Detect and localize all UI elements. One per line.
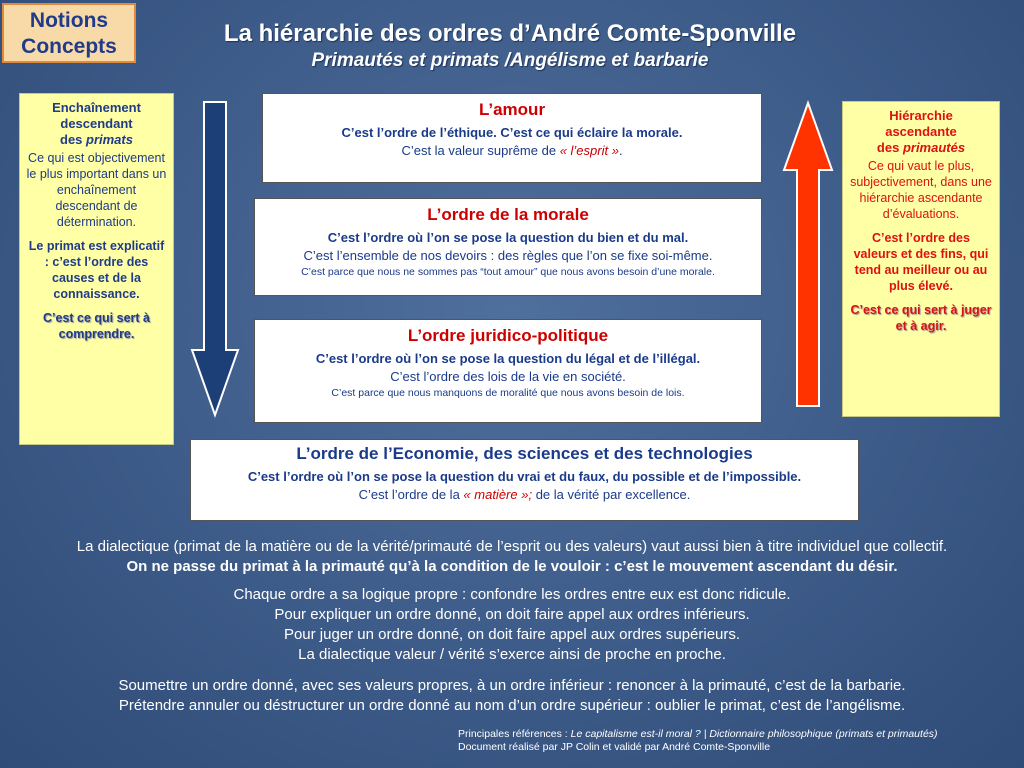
box-title: L’ordre de la morale bbox=[427, 205, 589, 224]
paragraph-logique bbox=[0, 585, 1024, 665]
box-line-2-post: de la vérité par excellence. bbox=[532, 487, 691, 502]
badge-line-2: Concepts bbox=[21, 35, 117, 58]
left-heading-3 bbox=[26, 132, 167, 148]
box-line-1: C’est l’ordre où l’on se pose la question du vrai et du faux, du possible et de l’impossible. bbox=[247, 469, 802, 484]
left-panel-bold-2: C’est ce qui sert à comprendre. bbox=[43, 311, 150, 341]
right-heading-3-pre: des bbox=[876, 140, 903, 155]
box-line-3: C’est parce que nous ne sommes pas “tout amour” que nous avons besoin d’une morale. bbox=[301, 266, 715, 278]
paragraph-2-line: Chaque ordre a sa logique propre : confondre les ordres entre eux est donc ridicule. bbox=[233, 586, 791, 603]
box-line-1: C’est l’ordre où l’on se pose la question du légal et de l’illégal. bbox=[315, 351, 701, 366]
up-arrow-icon bbox=[781, 100, 835, 410]
left-heading-3-em: primats bbox=[86, 132, 133, 147]
order-box-morale bbox=[254, 198, 762, 296]
box-line-2: C’est l’ensemble de nos devoirs : des règles que l’on se fixe soi-même. bbox=[303, 248, 713, 263]
paragraph-3-line: Prétendre annuler ou déstructurer un ordre donné au nom d’un ordre supérieur : oublier le primat, c’est de l’angélisme. bbox=[118, 697, 906, 714]
left-panel-bold: Le primat est explicatif : c’est l’ordre des causes et de la connaissance. bbox=[28, 239, 165, 301]
box-line-2 bbox=[191, 487, 858, 502]
box-line-2-em: « l’esprit » bbox=[559, 143, 619, 158]
box-line-2-post: . bbox=[618, 143, 623, 158]
right-heading-1: Hiérarchie bbox=[889, 108, 953, 123]
box-line-2 bbox=[263, 143, 761, 158]
right-heading-2: ascendante bbox=[885, 124, 957, 139]
left-panel-text: Ce qui est objectivement le plus important dans un enchaînement descendant de détermination. bbox=[26, 151, 167, 229]
paragraph-dialectique bbox=[0, 537, 1024, 577]
box-line-2-pre: C’est l’ordre de la bbox=[358, 487, 464, 502]
paragraph-barbarie-angelisme bbox=[0, 676, 1024, 716]
box-line-1: C’est l’ordre où l’on se pose la question du bien et du mal. bbox=[327, 230, 689, 245]
box-title: L’ordre juridico-politique bbox=[407, 326, 609, 345]
box-title: L’amour bbox=[478, 100, 546, 119]
paragraph-2-line: Pour expliquer un ordre donné, on doit faire appel aux ordres inférieurs. bbox=[274, 606, 750, 623]
order-box-economie bbox=[190, 439, 859, 521]
right-panel-text: Ce qui vaut le plus, subjectivement, dans une hiérarchie ascendante d’évaluations. bbox=[850, 159, 992, 221]
order-box-amour bbox=[262, 93, 762, 183]
box-line-2-pre: C’est la valeur suprême de bbox=[401, 143, 560, 158]
paragraph-2-line: Pour juger un ordre donné, on doit faire appel aux ordres supérieurs. bbox=[283, 626, 741, 643]
left-panel-heading bbox=[26, 100, 167, 148]
references-titles: Le capitalisme est-il moral ? | Dictionnaire philosophique (primats et primautés) bbox=[570, 728, 938, 740]
right-heading-3-em: primautés bbox=[902, 140, 966, 155]
paragraph-1-bold: On ne passe du primat à la primauté qu’à la condition de le vouloir : c’est le mouvement ascendant du désir. bbox=[126, 558, 898, 575]
right-panel-bold: C’est l’ordre des valeurs et des fins, qui tend au meilleur ou au plus élevé. bbox=[853, 231, 989, 293]
paragraph-3-line: Soumettre un ordre donné, avec ses valeurs propres, à un ordre inférieur : renoncer à la primauté, c’est de la barbarie. bbox=[118, 677, 906, 694]
paragraph-1-line: La dialectique (primat de la matière ou de la vérité/primauté de l’esprit ou des valeurs) vaut aussi bien à titre individuel que collectif. bbox=[76, 538, 948, 555]
left-heading-1: Enchaînement bbox=[52, 100, 141, 115]
right-heading-3 bbox=[849, 140, 993, 156]
down-arrow-icon bbox=[190, 100, 240, 418]
page-title: La hiérarchie des ordres d’André Comte-Sponville bbox=[223, 20, 797, 47]
box-title: L’ordre de l’Economie, des sciences et des technologies bbox=[296, 444, 753, 463]
references-line-1 bbox=[458, 728, 938, 741]
left-heading-3-pre: des bbox=[60, 132, 87, 147]
box-line-1: C’est l’ordre de l’éthique. C’est ce qui éclaire la morale. bbox=[341, 125, 683, 140]
page-subtitle: Primautés et primats /Angélisme et barbarie bbox=[311, 50, 709, 71]
badge-line-1: Notions bbox=[29, 9, 109, 32]
references bbox=[458, 728, 938, 754]
left-heading-2: descendant bbox=[60, 116, 133, 131]
box-line-2: C’est l’ordre des lois de la vie en société. bbox=[390, 369, 626, 384]
right-panel-bold-2: C’est ce qui sert à juger et à agir. bbox=[850, 303, 992, 333]
box-line-3: C’est parce que nous manquons de moralité que nous avons besoin de lois. bbox=[331, 387, 685, 399]
paragraph-2-line: La dialectique valeur / vérité s’exerce ainsi de proche en proche. bbox=[298, 646, 726, 663]
notions-concepts-badge bbox=[2, 3, 136, 63]
order-box-juridico-politique bbox=[254, 319, 762, 423]
box-line-2-em: « matière »; bbox=[463, 487, 533, 502]
right-panel-heading bbox=[849, 108, 993, 156]
panel-ascending-primautes bbox=[842, 101, 1000, 417]
references-prefix: Principales références : bbox=[458, 728, 571, 740]
references-line-2: Document réalisé par JP Colin et validé par André Comte-Sponville bbox=[458, 741, 771, 753]
panel-descending-primats bbox=[19, 93, 174, 445]
